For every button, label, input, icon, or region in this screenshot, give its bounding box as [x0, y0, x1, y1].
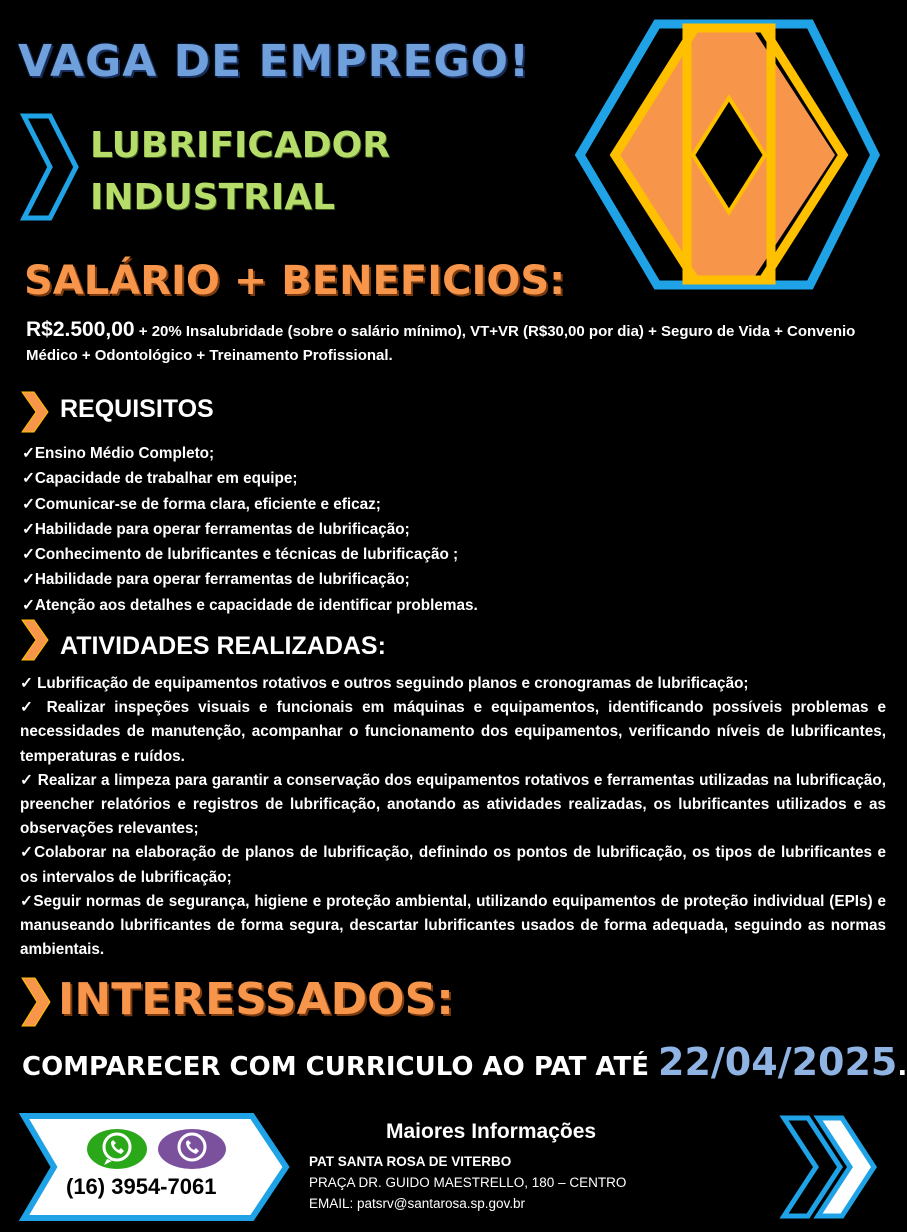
double-chevron-right-icon	[780, 1112, 880, 1222]
job-title	[90, 120, 390, 224]
list-item: ✓ Lubrificação de equipamentos rotativos e outros seguindo planos e cronogramas de lubrificação;	[20, 675, 749, 692]
viber-icon[interactable]	[157, 1127, 227, 1171]
list-item: ✓Atenção aos detalhes e capacidade de identificar problemas.	[22, 596, 478, 614]
chevron-right-icon	[20, 976, 52, 1028]
phone-box	[20, 1112, 290, 1222]
chevron-right-icon	[20, 112, 80, 222]
list-item: ✓Seguir normas de segurança, higiene e proteção ambiental, utilizando equipamentos de proteção individual (EPIs) e manuseando lubrificantes de forma segura, descartar lubrificantes usados de forma adequada, seguindo as normas ambientais.	[20, 892, 886, 959]
activities-list	[20, 672, 886, 962]
whatsapp-icon[interactable]	[86, 1127, 148, 1171]
list-item: ✓Habilidade para operar ferramentas de lubrificação;	[22, 571, 410, 589]
list-item: ✓Ensino Médio Completo;	[22, 445, 215, 462]
company-logo	[575, 20, 880, 290]
job-title-line1: LUBRIFICADOR	[90, 125, 390, 166]
list-item: ✓Capacidade de trabalhar em equipe;	[22, 470, 298, 488]
chevron-right-icon	[20, 618, 50, 662]
instruction	[22, 1040, 907, 1084]
phone-number[interactable]: (16) 3954-7061	[66, 1174, 217, 1199]
info-title: Maiores Informações	[386, 1120, 597, 1143]
deadline-date: 22/04/2025	[658, 1040, 898, 1084]
chevron-right-icon	[20, 390, 50, 434]
requirements-list	[22, 441, 478, 618]
address: PRAÇA DR. GUIDO MAESTRELLO, 180 – CENTRO	[309, 1175, 627, 1190]
salary-details	[26, 318, 888, 368]
instruction-text: COMPARECER COM CURRICULO AO PAT ATÉ	[22, 1052, 659, 1082]
job-title-line2: INDUSTRIAL	[90, 177, 336, 218]
salary-heading: SALÁRIO + BENEFICIOS:	[24, 258, 566, 304]
list-item: ✓Conhecimento de lubrificantes e técnicas de lubrificação ;	[22, 546, 459, 564]
email[interactable]: EMAIL: patsrv@santarosa.sp.gov.br	[309, 1196, 526, 1211]
instruction-period: .	[897, 1052, 907, 1082]
page-title: VAGA DE EMPREGO!	[18, 36, 531, 87]
salary-amount: R$2.500,00	[26, 318, 135, 341]
org-name: PAT SANTA ROSA DE VITERBO	[309, 1154, 512, 1169]
list-item: ✓ Realizar inspeções visuais e funcionais em máquinas e equipamentos, identificando possíveis problemas e necessidades de manutenção, acompanhar o funcionamento dos equipamentos, verificando níveis de lubrificantes, temperaturas e ruídos.	[20, 699, 886, 765]
list-item: ✓ Realizar a limpeza para garantir a conservação dos equipamentos rotativos e ferramentas utilizadas na lubrificação, preencher relatórios e registros de lubrificação, anotando as atividades realizadas, os lubrificantes utilizados e as observações relevantes;	[20, 771, 886, 838]
list-item: ✓Colaborar na elaboração de planos de lubrificação, definindo os pontos de lubrificação, os tipos de lubrificantes e os intervalos de lubrificação;	[20, 844, 886, 886]
requirements-heading: REQUISITOS	[60, 395, 214, 423]
salary-benefits: + 20% Insalubridade (sobre o salário mínimo), VT+VR (R$30,00 por dia) + Seguro de Vida + Convenio Médico + Odontológico + Treinamento Profissional.	[26, 323, 856, 364]
list-item: ✓Habilidade para operar ferramentas de lubrificação;	[22, 520, 410, 538]
interest-heading: INTERESSADOS:	[58, 974, 454, 1025]
activities-heading: ATIVIDADES REALIZADAS:	[60, 632, 386, 660]
list-item: ✓Comunicar-se de forma clara, eficiente e eficaz;	[22, 495, 381, 513]
